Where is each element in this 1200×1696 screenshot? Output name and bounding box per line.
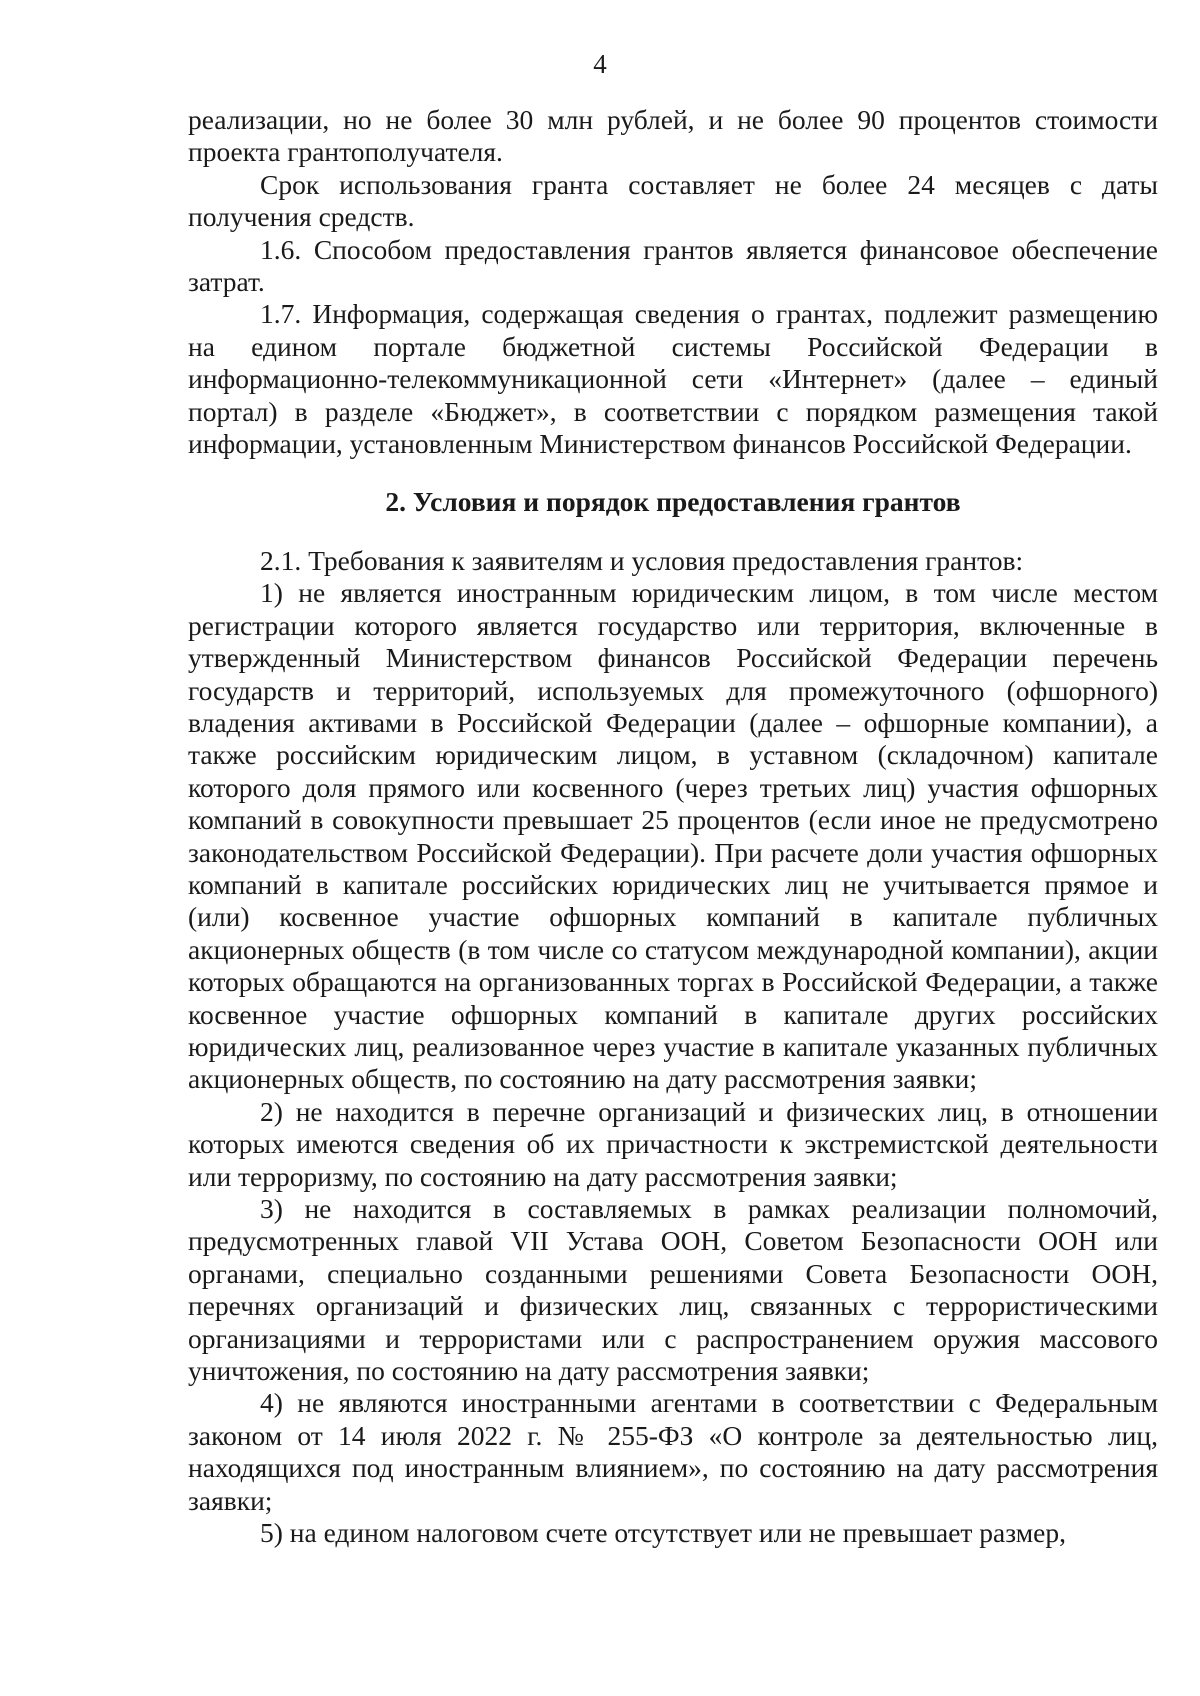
paragraph-continuation: реализации, но не более 30 млн рублей, и не более 90 процентов стоимости проекта грантополучателя.: [188, 104, 1158, 168]
paragraph-1-6: 1.6. Способом предоставления грантов является финансовое обеспечение затрат.: [188, 233, 1158, 298]
paragraph-item-3: 3) не находится в составляемых в рамках реализации полномочий, предусмотренных главой VII Устава ООН, Советом Безопасности ООН или органами, специально созданными решениями Совета Безопасности ООН, перечнях организаций и физических лиц, связанных с террористическими организациями и террористами или с распространением оружия массового уничтожения, по состоянию на дату рассмотрения заявки;: [188, 1193, 1158, 1387]
paragraph-1-7: 1.7. Информация, содержащая сведения о грантах, подлежит размещению на едином портале бюджетной системы Российской Федерации в информационно-телекоммуникационной сети «Интернет» (далее – единый портал) в разделе «Бюджет», в соответствии с порядком размещения такой информации, установленным Министерством финансов Российской Федерации.: [188, 298, 1158, 460]
section-heading: 2. Условия и порядок предоставления грантов: [385, 486, 961, 518]
paragraph-2-1: 2.1. Требования к заявителям и условия предоставления грантов:: [260, 544, 1024, 576]
page-number: 4: [593, 49, 607, 79]
document-body: [188, 104, 1158, 1549]
paragraph-grant-term: Срок использования гранта составляет не более 24 месяцев с даты получения средств.: [188, 168, 1158, 233]
paragraph-item-2: 2) не находится в перечне организаций и физических лиц, в отношении которых имеются сведения об их причастности к экстремистской деятельности или терроризму, по состоянию на дату рассмотрения заявки;: [188, 1095, 1158, 1192]
paragraph-item-1: 1) не является иностранным юридическим лицом, в том числе местом регистрации которого является государство или территория, включенные в утвержденный Министерством финансов Российской Федерации перечень государств и территорий, используемых для промежуточного (офшорного) владения активами в Российской Федерации (далее – офшорные компании), а также российским юридическим лицом, в уставном (складочном) капитале которого доля прямого или косвенного (через третьих лиц) участия офшорных компаний в совокупности превышает 25 процентов (если иное не предусмотрено законодательством Российской Федерации). При расчете доли участия офшорных компаний в капитале российских юридических лиц не учитывается прямое и (или) косвенное участие офшорных компаний в капитале публичных акционерных обществ (в том числе со статусом международной компании), акции которых обращаются на организованных торгах в Российской Федерации, а также косвенное участие офшорных компаний в капитале других российских юридических лиц, реализованное через участие в капитале указанных публичных акционерных обществ, по состоянию на дату рассмотрения заявки;: [188, 577, 1158, 1095]
paragraph-item-5: 5) на едином налоговом счете отсутствует или не превышает размер,: [260, 1517, 1066, 1549]
paragraph-item-4: 4) не являются иностранными агентами в соответствии с Федеральным законом от 14 июля 2022 г. № 255-ФЗ «О контроле за деятельностью лиц, находящихся под иностранным влиянием», по состоянию на дату рассмотрения заявки;: [188, 1387, 1158, 1516]
